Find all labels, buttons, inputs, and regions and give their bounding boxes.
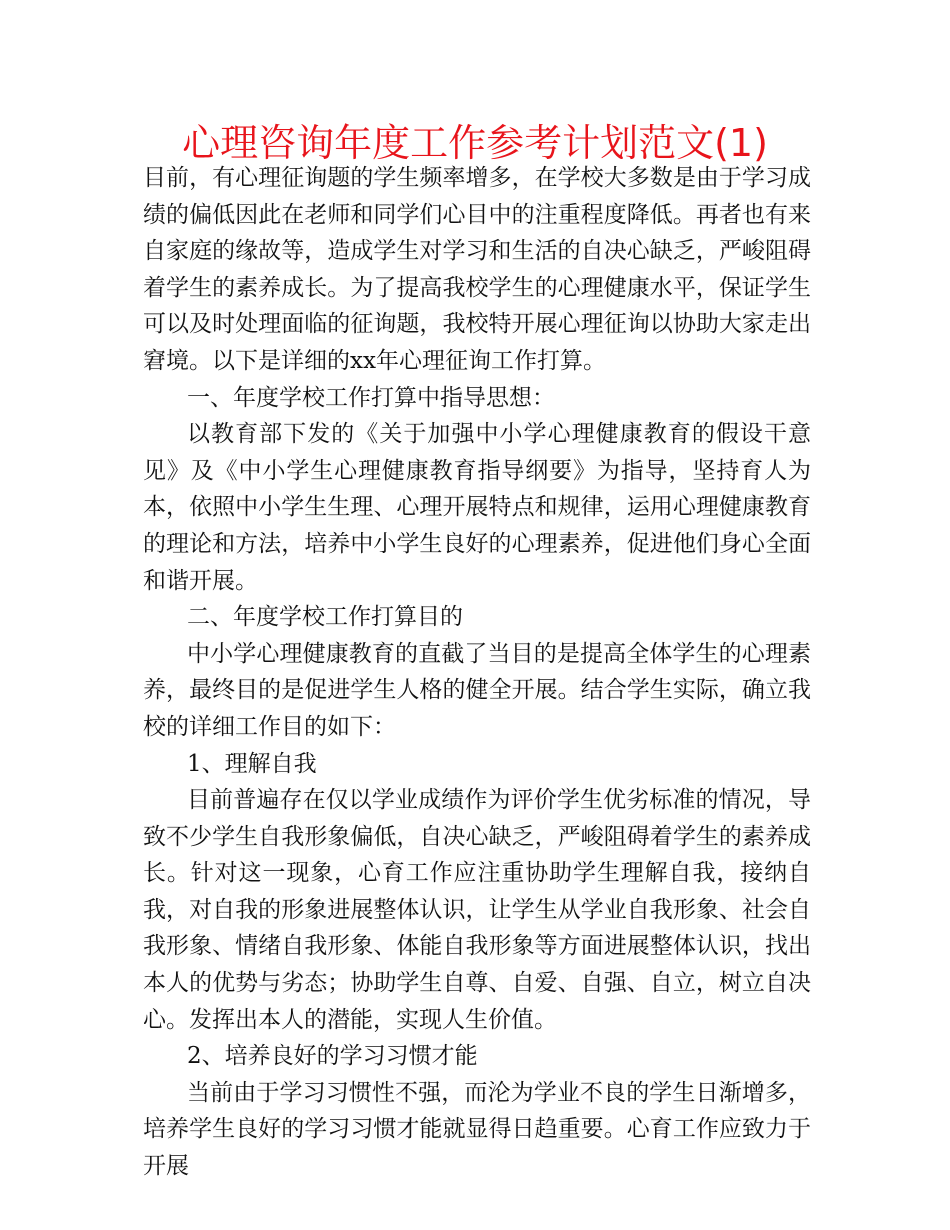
document-body <box>143 160 811 1185</box>
subheading-study-habits: 2、培养良好的学习习惯才能 <box>187 1043 478 1070</box>
subheading-understand-self: 1、理解自我 <box>187 750 317 777</box>
paragraph-work-goals: 中小学心理健康教育的直截了当目的是提高全体学生的心理素养，最终目的是促进学生人格的健全开展。结合学生实际，确立我校的详细工作目的如下： <box>143 640 811 740</box>
paragraph-intro: 目前，有心理征询题的学生频率增多，在学校大多数是由于学习成绩的偏低因此在老师和同学们心目中的注重程度降低。再者也有来自家庭的缘故等，造成学生对学习和生活的自决心缺乏，严峻阻碍着学生的素养成长。为了提高我校学生的心理健康水平，保证学生可以及时处理面临的征询题，我校特开展心理征询以协助大家走出窘境。以下是详细的xx年心理征询工作打算。 <box>143 165 811 374</box>
document-title: 心理咨询年度工作参考计划范文(1) <box>182 121 768 165</box>
paragraph-guiding-ideology: 以教育部下发的《关于加强中小学心理健康教育的假设干意见》及《中小学生心理健康教育指导纲要》为指导，坚持育人为本，依照中小学生生理、心理开展特点和规律，运用心理健康教育的理论和方法，培养中小学生良好的心理素养，促进他们身心全面和谐开展。 <box>143 421 811 594</box>
paragraph-understand-self: 目前普遍存在仅以学业成绩作为评价学生优劣标准的情况，导致不少学生自我形象偏低，自决心缺乏，严峻阻碍着学生的素养成长。针对这一现象，心育工作应注重协助学生理解自我，接纳自我，对自我的形象进展整体认识，让学生从学业自我形象、社会自我形象、情绪自我形象、体能自我形象等方面进展整体认识，找出本人的优势与劣态；协助学生自尊、自爱、自强、自立，树立自决心。发挥出本人的潜能，实现人生价值。 <box>143 787 811 1033</box>
heading-guiding-ideology: 一、年度学校工作打算中指导思想： <box>187 384 555 411</box>
heading-work-goals: 二、年度学校工作打算目的 <box>187 604 463 631</box>
paragraph-study-habits: 当前由于学习习惯性不强，而沦为学业不良的学生日渐增多，培养学生良好的学习习惯才能就显得日趋重要。心育工作应致力于开展 <box>143 1079 811 1180</box>
